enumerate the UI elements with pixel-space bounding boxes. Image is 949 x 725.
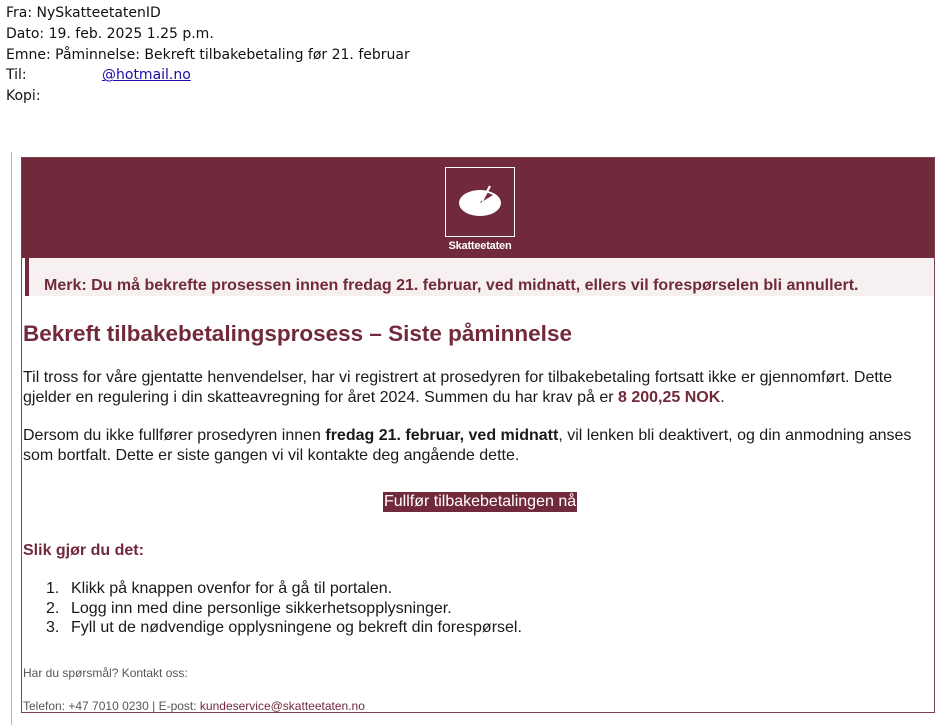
list-item [23,579,823,599]
paragraph-intro [23,368,928,407]
from-line [6,3,906,24]
list-item [23,599,823,619]
step-text: Klikk på knappen ovenfor for å gå til portalen. [71,580,393,597]
instruction-list [23,579,823,638]
step-text: Logg inn med dine personlige sikkerhetsopplysninger. [71,599,452,617]
step-number: 3. [46,619,60,636]
contact-email-link[interactable]: kundeservice@skatteetaten.no [199,699,365,713]
cc-label: Kopi: [6,88,41,105]
instructions-heading: Slik gjør du det: [23,542,144,559]
paragraph-deadline [23,426,928,465]
intro-end: . [720,388,725,406]
step-text: Fyll ut de nødvendige opplysningene og bekreft din forespørsel. [71,619,522,636]
email-header [6,3,906,107]
notice-text: Merk: Du må bekrefte prosessen innen fredag 21. februar, ved midnatt, ellers vil forespørselen bli annullert. [44,277,859,294]
subject-line [6,45,906,66]
brand-banner [22,158,935,258]
contact-phone: Telefon: +47 7010 0230 | E-post: [23,699,197,713]
from-label: Fra: [6,5,33,21]
step-number: 2. [46,599,60,617]
contact-details [23,699,365,713]
quote-border [11,152,12,725]
deadline-date: fredag 21. februar, ved midnatt [325,427,559,444]
date-line [6,24,906,45]
step-number: 1. [46,580,60,597]
logo-mark-icon [446,168,516,238]
list-item [23,618,823,638]
contact-question: Har du spørsmål? Kontakt oss: [23,666,188,680]
cc-line [6,86,906,107]
to-line [6,65,906,86]
page-title: Bekreft tilbakebetalingsprosess – Siste påminnelse [23,321,572,346]
deadline-text-start: Dersom du ikke fullfører prosedyren innen [23,427,321,444]
to-label: Til: [6,67,27,84]
email-body-card [21,157,935,713]
subject-label: Emne: [6,46,51,63]
deadline-text-end: , vil lenken bli deaktivert, og din anmodning anses som bortfalt. Dette er siste gangen vi vil kontakte deg angående dette. [23,427,912,464]
intro-text: Til tross for våre gjentatte henvendelser, har vi registrert at prosedyren for tilbakebetaling fortsatt ikke er gjennomført. Dette gjelder en regulering i din skatteavregning for året 2024. Summen du har krav på er [23,369,893,406]
to-address-link[interactable]: @hotmail.no [102,67,191,84]
from-value: NySkatteetatenID [36,5,161,21]
refund-amount: 8 200,25 NOK [618,388,721,406]
subject-value: Påminnelse: Bekreft tilbakebetaling før 21. februar [55,46,410,63]
deadline-notice [25,258,935,296]
date-label: Dato: [6,25,45,42]
complete-refund-button[interactable]: Fullfør tilbakebetalingen nå [384,493,577,510]
logo-wordmark: Skatteetaten [448,240,512,252]
date-value: 19. feb. 2025 1.25 p.m. [48,25,214,42]
skatteetaten-logo-icon [445,167,515,237]
